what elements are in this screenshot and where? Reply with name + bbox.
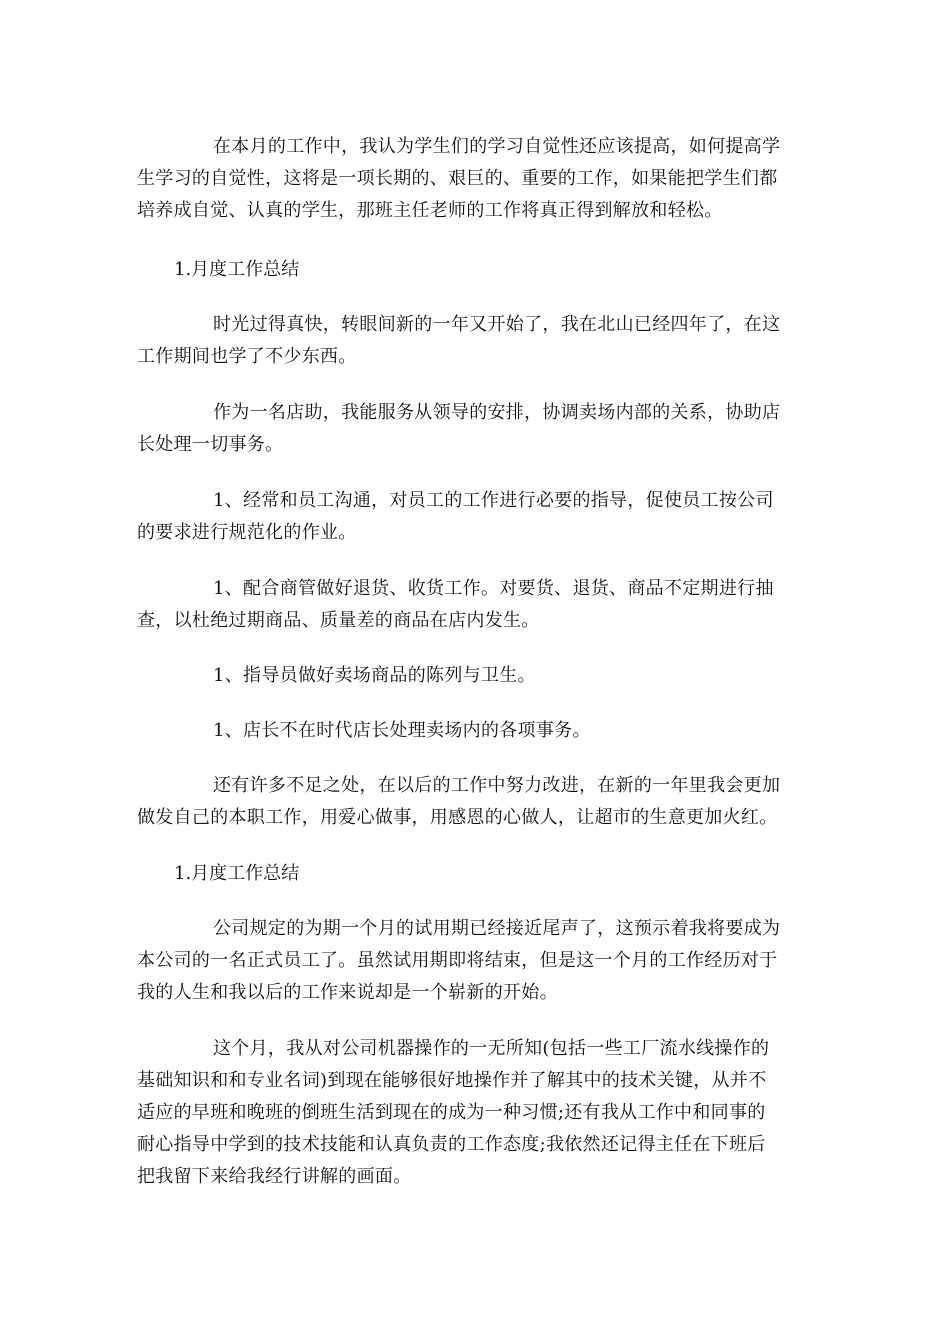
paragraph-line: 做发自己的本职工作，用爱心做事，用感恩的心做人，让超市的生意更加火红。 (137, 807, 778, 828)
paragraph-line: 在本月的工作中，我认为学生们的学习自觉性还应该提高，如何提高学 (213, 136, 781, 157)
paragraph-line: 这个月，我从对公司机器操作的一无所知(包括一些工厂流水线操作的 (213, 1038, 770, 1059)
section-heading-1: 1.月度工作总结 (174, 259, 300, 280)
paragraph-8 (137, 770, 809, 834)
paragraph-line: 时光过得真快，转眼间新的一年又开始了，我在北山已经四年了，在这 (213, 314, 781, 335)
paragraph-line: 基础知识和和专业名词)到现在能够很好地操作并了解其中的技术关键，从并不 (137, 1070, 767, 1091)
paragraph-line: 长处理一切事务。 (137, 434, 284, 455)
paragraph-line: 耐心指导中学到的技术技能和认真负责的工作态度;我依然还记得主任在下班后 (137, 1134, 766, 1155)
paragraph-line: 1、指导员做好卖场商品的陈列与卫生。 (213, 665, 536, 686)
paragraph-9 (137, 913, 809, 1009)
paragraph-5 (137, 573, 809, 637)
paragraph-line: 公司规定的为期一个月的试用期已经接近尾声了，这预示着我将要成为 (213, 918, 781, 939)
paragraph-6 (137, 660, 809, 692)
paragraph-line: 本公司的一名正式员工了。虽然试用期即将结束，但是这一个月的工作经历对于 (137, 950, 778, 971)
paragraph-line: 培养成自觉、认真的学生，那班主任老师的工作将真正得到解放和轻松。 (137, 200, 723, 221)
paragraph-line: 作为一名店助，我能服务从领导的安排，协调卖场内部的关系，协助店 (213, 402, 781, 423)
paragraph-10 (137, 1033, 809, 1193)
paragraph-line: 生学习的自觉性，这将是一项长期的、艰巨的、重要的工作，如果能把学生们都 (137, 168, 778, 189)
paragraph-line: 工作期间也学了不少东西。 (137, 346, 357, 367)
paragraph-4 (137, 485, 809, 549)
paragraph-line: 把我留下来给我经行讲解的画面。 (137, 1166, 412, 1187)
paragraph-line: 还有许多不足之处，在以后的工作中努力改进，在新的一年里我会更加 (213, 775, 781, 796)
section-heading-2: 1.月度工作总结 (174, 863, 300, 884)
paragraph-line: 1、配合商管做好退货、收货工作。对要货、退货、商品不定期进行抽 (213, 578, 774, 599)
paragraph-line: 适应的早班和晚班的倒班生活到现在的成为一种习惯;还有我从工作中和同事的 (137, 1102, 766, 1123)
paragraph-line: 1、店长不在时代店长处理卖场内的各项事务。 (213, 720, 591, 741)
paragraph-line: 我的人生和我以后的工作来说却是一个崭新的开始。 (137, 982, 558, 1003)
paragraph-line: 的要求进行规范化的作业。 (137, 522, 357, 543)
paragraph-2 (137, 309, 809, 373)
paragraph-7 (137, 715, 809, 747)
paragraph-line: 1、经常和员工沟通，对员工的工作进行必要的指导，促使员工按公司 (213, 490, 774, 511)
paragraph-1 (137, 131, 809, 227)
paragraph-3 (137, 397, 809, 461)
paragraph-line: 查，以杜绝过期商品、质量差的商品在店内发生。 (137, 610, 540, 631)
